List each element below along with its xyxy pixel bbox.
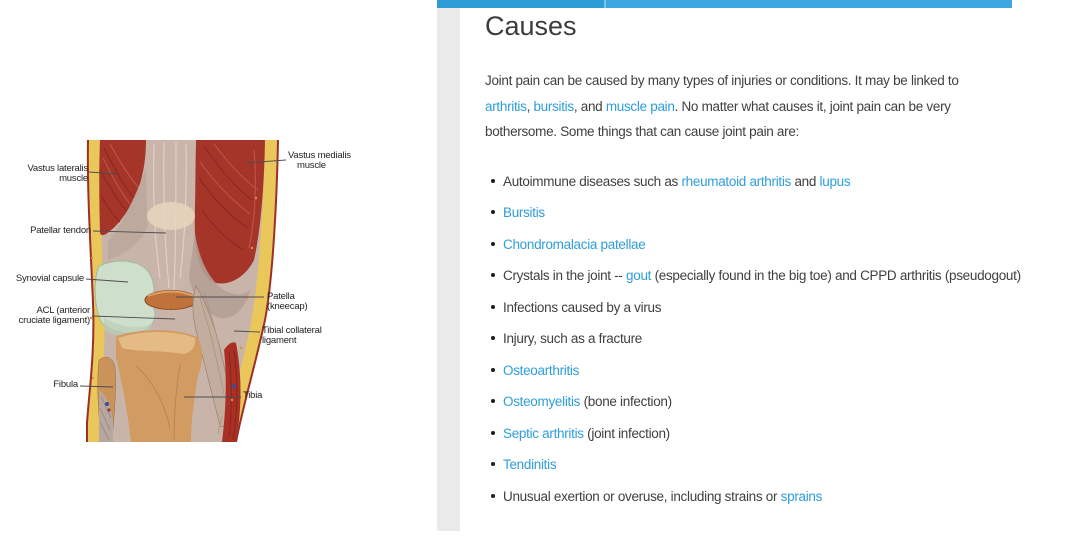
panel-left-gutter xyxy=(437,8,460,531)
inline-link[interactable]: gout xyxy=(626,268,652,283)
text-run: , xyxy=(526,98,534,114)
inline-link[interactable]: sprains xyxy=(780,488,823,504)
text-run: Injury, such as a fracture xyxy=(503,331,643,346)
inline-link[interactable]: Tendinitis xyxy=(503,457,557,472)
inline-link[interactable]: Osteomyelitis xyxy=(503,394,581,409)
figure-label-patellar-tendon: Patellar tendon xyxy=(30,225,91,236)
top-accent-bar-right-segment xyxy=(606,0,1012,8)
knee-diagram xyxy=(0,0,440,542)
inline-link[interactable]: arthritis xyxy=(485,98,527,114)
causes-list xyxy=(485,170,1035,508)
inline-link[interactable]: Chondromalacia patellae xyxy=(503,236,646,252)
page-title: Causes xyxy=(485,11,577,41)
text-run: (especially found in the big toe) and CPPD arthritis (pseudogout) xyxy=(651,268,1021,283)
text-run: . No matter what causes it, joint pain can be very bothersome. Some things that can cause joint pain are: xyxy=(485,98,951,139)
text-run: (joint infection) xyxy=(583,425,670,441)
figure-label-acl: ACL (anterior cruciate ligament) xyxy=(18,305,90,326)
figure-label-vastus-lateralis: Vastus lateralis muscle xyxy=(27,163,88,184)
list-item xyxy=(503,233,1035,256)
figure-label-synovial-capsule: Synovial capsule xyxy=(15,273,84,284)
list-item xyxy=(503,264,1035,287)
figure-label-tibia: Tibia xyxy=(243,390,263,401)
figure-label-fibula: Fibula xyxy=(53,379,78,390)
text-run: Joint pain can be caused by many types of injuries or conditions. It may be linked to xyxy=(485,73,959,88)
figure-label-tibial-collateral: Tibial collateral ligament xyxy=(262,325,322,346)
inline-link[interactable]: muscle pain xyxy=(605,98,675,114)
text-run: Autoimmune diseases such as xyxy=(503,173,682,189)
article-content xyxy=(460,8,1021,516)
text-run: (bone infection) xyxy=(580,394,672,409)
list-item xyxy=(503,327,1035,350)
text-run: Unusual exertion or overuse, including strains or xyxy=(503,488,781,504)
text-run: Crystals in the joint -- xyxy=(503,268,627,283)
top-accent-bar-left-segment xyxy=(437,0,604,8)
list-item xyxy=(503,453,1035,476)
figure-label-patella: Patella (kneecap) xyxy=(267,291,308,312)
list-item xyxy=(503,485,1035,508)
intro-paragraph xyxy=(485,68,997,145)
list-item xyxy=(503,170,1035,193)
text-run: , and xyxy=(573,98,606,114)
inline-link[interactable]: Bursitis xyxy=(503,205,545,220)
list-item xyxy=(503,201,1035,224)
inline-link[interactable]: Osteoarthritis xyxy=(503,362,580,378)
inline-link[interactable]: Septic arthritis xyxy=(503,425,584,441)
list-item xyxy=(503,296,1035,319)
inline-link[interactable]: lupus xyxy=(819,173,851,189)
text-run: and xyxy=(791,173,820,189)
list-item xyxy=(503,390,1035,413)
list-item xyxy=(503,359,1035,382)
text-run: Infections caused by a virus xyxy=(503,299,662,315)
inline-link[interactable]: rheumatoid arthritis xyxy=(681,173,792,189)
figure-label-vastus-medialis: Vastus medialis muscle xyxy=(288,150,351,171)
inline-link[interactable]: bursitis xyxy=(533,98,574,114)
list-item xyxy=(503,422,1035,445)
